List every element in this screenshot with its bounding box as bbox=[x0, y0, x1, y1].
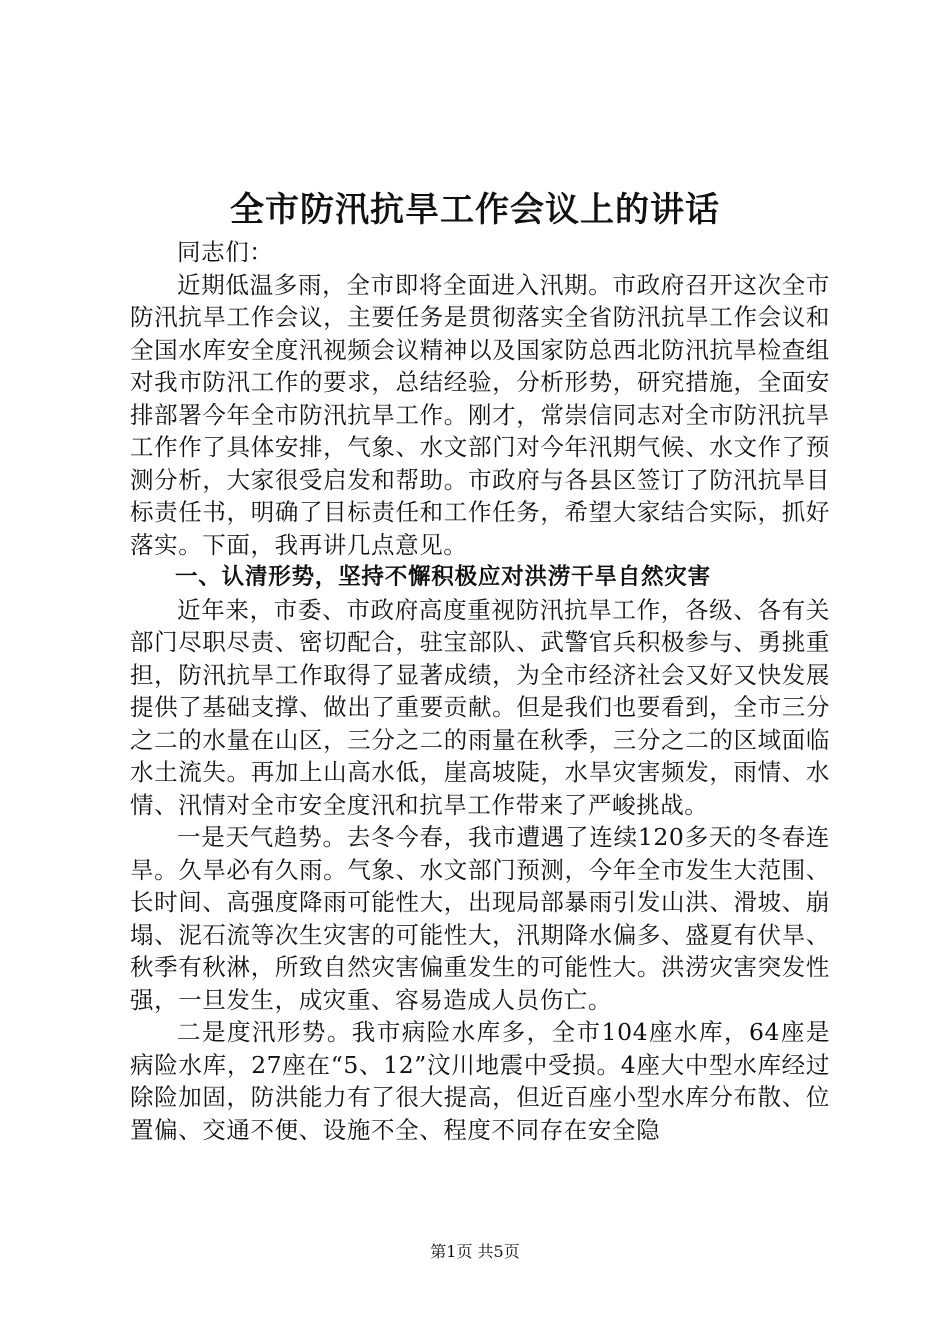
paragraph-flood-season: 二是度汛形势。我市病险水库多，全市104座水库，64座是病险水库，27座在“5、12”汶川地震中受损。4座大中型水库经过除险加固，防洪能力有了很大提高，但近百座小型水库分布散、位置偏、交通不便、设施不全、程度不同存在安全隐 bbox=[130, 1018, 830, 1144]
paragraph-situation: 近年来，市委、市政府高度重视防汛抗旱工作，各级、各有关部门尽职尽责、密切配合，驻宝部队、武警官兵积极参与、勇挑重担，防汛抗旱工作取得了显著成绩，为全市经济社会又好又快发展提供了基础支撑、做出了重要贡献。但是我们也要看到，全市三分之二的水量在山区，三分之二的雨量在秋季，三分之二的区域面临水土流失。再加上山高水低，崖高坡陡，水旱灾害频发，雨情、水情、汛情对全市安全度汛和抗旱工作带来了严峻挑战。 bbox=[130, 595, 830, 819]
paragraph-weather: 一是天气趋势。去冬今春，我市遭遇了连续120多天的冬春连旱。久旱必有久雨。气象、水文部门预测，今年全市发生大范围、长时间、高强度降雨可能性大，出现局部暴雨引发山洪、滑坡、崩塌、泥石流等次生灾害的可能性大，汛期降水偏多、盛夏有伏旱、秋季有秋淋，所致自然灾害偏重发生的可能性大。洪涝灾害突发性强，一旦发生，成灾重、容易造成人员伤亡。 bbox=[130, 823, 830, 1014]
paragraph-intro: 近期低温多雨，全市即将全面进入汛期。市政府召开这次全市防汛抗旱工作会议，主要任务是贯彻落实全省防汛抗旱工作会议和全国水库安全度汛视频会议精神以及国家防总西北防汛抗旱检查组对我市防汛工作的要求，总结经验，分析形势，研究措施，全面安排部署今年全市防汛抗旱工作。刚才，常崇信同志对全市防汛抗旱工作作了具体安排，气象、水文部门对今年汛期气候、水文作了预测分析，大家很受启发和帮助。市政府与各县区签订了防汛抗旱目标责任书，明确了目标责任和工作任务，希望大家结合实际，抓好落实。下面，我再讲几点意见。 bbox=[130, 270, 830, 559]
document-title: 全市防汛抗旱工作会议上的讲话 bbox=[230, 190, 720, 230]
page-footer: 第1页 共5页 bbox=[430, 1242, 520, 1261]
salutation: 同志们： bbox=[177, 238, 274, 266]
document-body bbox=[130, 236, 830, 1146]
section-heading: 一、认清形势，坚持不懈积极应对洪涝干旱自然灾害 bbox=[175, 564, 711, 590]
